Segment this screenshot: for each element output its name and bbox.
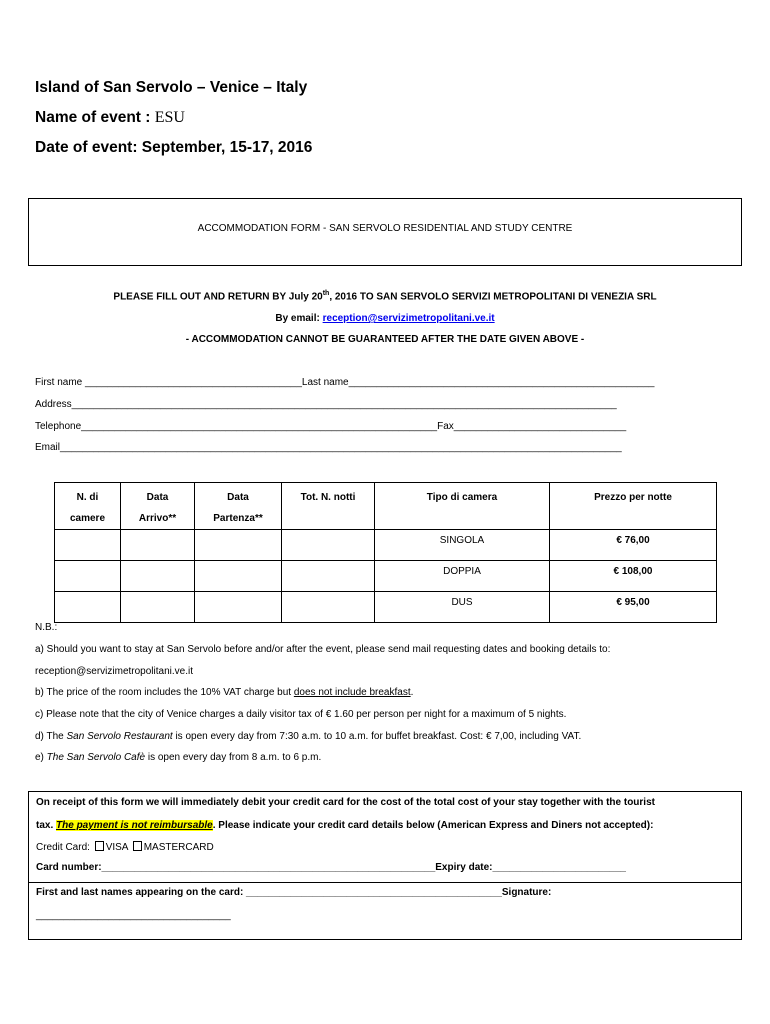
header-rooms: N. di camere bbox=[55, 483, 121, 530]
arrival-input[interactable] bbox=[121, 592, 195, 623]
address-field[interactable]: Address__________________________________________________________________________________________________ bbox=[35, 399, 617, 410]
header-departure: Data Partenza** bbox=[195, 483, 282, 530]
nights-input[interactable] bbox=[282, 592, 375, 623]
header-price: Prezzo per notte bbox=[550, 483, 717, 530]
room-type: SINGOLA bbox=[375, 530, 550, 561]
credit-card-choice bbox=[36, 841, 214, 853]
note-d: d) The San Servolo Restaurant is open every day from 7:30 a.m. to 10 a.m. for buffet breakfast. Cost: € 7,00, including VAT. bbox=[35, 731, 582, 742]
departure-input[interactable] bbox=[195, 561, 282, 592]
event-name-value: ESU bbox=[154, 109, 185, 126]
signature-line[interactable]: ___________________________________ bbox=[36, 910, 231, 921]
arrival-input[interactable] bbox=[121, 530, 195, 561]
guarantee-warning: - ACCOMMODATION CANNOT BE GUARANTEED AFTER THE DATE GIVEN ABOVE - bbox=[185, 334, 585, 345]
room-type: DUS bbox=[375, 592, 550, 623]
visa-label: VISA bbox=[105, 842, 128, 853]
nb-label: N.B.: bbox=[35, 622, 58, 633]
non-refundable-highlight: The payment is not reimbursable bbox=[56, 820, 213, 831]
table-header-row bbox=[55, 483, 717, 530]
visa-checkbox[interactable] bbox=[95, 841, 104, 851]
departure-input[interactable] bbox=[195, 530, 282, 561]
room-price: € 76,00 bbox=[550, 530, 717, 561]
reception-email-link[interactable]: reception@servizimetropolitani.ve.it bbox=[322, 313, 495, 324]
event-name-label: Name of event : bbox=[35, 109, 151, 126]
room-price: € 95,00 bbox=[550, 592, 717, 623]
rooms-input[interactable] bbox=[55, 561, 121, 592]
email-label: By email: bbox=[275, 313, 320, 324]
nights-input[interactable] bbox=[282, 561, 375, 592]
mastercard-label: MASTERCARD bbox=[143, 842, 214, 853]
cardholder-signature-fields[interactable]: First and last names appearing on the card: ______________________________________________Signature: bbox=[36, 887, 552, 898]
phone-fax-fields[interactable]: Telephone________________________________________________________________Fax_______________________________ bbox=[35, 421, 627, 432]
event-date: Date of event: September, 15-17, 2016 bbox=[35, 139, 313, 156]
room-price: € 108,00 bbox=[550, 561, 717, 592]
table-row bbox=[55, 592, 717, 623]
note-b: b) The price of the room includes the 10% VAT charge but does not include breakfast. bbox=[35, 687, 414, 698]
table-row bbox=[55, 561, 717, 592]
payment-notice-line2: tax. The payment is not reimbursable. Please indicate your credit card details below (American Express and Diners not accepted): bbox=[36, 820, 654, 831]
arrival-input[interactable] bbox=[121, 561, 195, 592]
event-name-line bbox=[35, 109, 185, 127]
form-title-box bbox=[28, 198, 742, 266]
rooms-input[interactable] bbox=[55, 530, 121, 561]
header-nights: Tot. N. notti bbox=[282, 483, 375, 530]
card-number-expiry-fields[interactable]: Card number:____________________________________________________________Expiry date:________________________ bbox=[36, 862, 626, 873]
nights-input[interactable] bbox=[282, 530, 375, 561]
rooms-input[interactable] bbox=[55, 592, 121, 623]
departure-input[interactable] bbox=[195, 592, 282, 623]
name-fields[interactable]: First name _______________________________________Last name_______________________________________________________ bbox=[35, 377, 655, 388]
form-title: ACCOMMODATION FORM - SAN SERVOLO RESIDENTIAL AND STUDY CENTRE bbox=[197, 223, 573, 234]
credit-card-label: Credit Card: bbox=[36, 842, 90, 853]
header-room-type: Tipo di camera bbox=[375, 483, 550, 530]
header-arrival: Data Arrivo** bbox=[121, 483, 195, 530]
room-type: DOPPIA bbox=[375, 561, 550, 592]
email-instructions bbox=[0, 313, 770, 324]
table-row bbox=[55, 530, 717, 561]
payment-notice-line1: On receipt of this form we will immediately debit your credit card for the cost of the total cost of your stay together with the tourist bbox=[36, 797, 655, 808]
payment-divider bbox=[28, 882, 742, 883]
event-location: Island of San Servolo – Venice – Italy bbox=[35, 79, 308, 96]
note-c: c) Please note that the city of Venice charges a daily visitor tax of € 1.60 per person per night for a maximum of 5 nights. bbox=[35, 709, 567, 720]
note-e: e) The San Servolo Cafè is open every day from 8 a.m. to 6 p.m. bbox=[35, 752, 322, 763]
email-field[interactable]: Email_____________________________________________________________________________________________________ bbox=[35, 442, 622, 453]
room-table bbox=[54, 482, 717, 623]
mastercard-checkbox[interactable] bbox=[133, 841, 142, 851]
note-a-line2: reception@servizimetropolitani.ve.it bbox=[35, 666, 193, 677]
note-a-line1: a) Should you want to stay at San Servolo before and/or after the event, please send mail requesting dates and booking details to: bbox=[35, 644, 611, 655]
return-instructions: PLEASE FILL OUT AND RETURN BY July 20th, 2016 TO SAN SERVOLO SERVIZI METROPOLITANI DI VENEZIA SRL bbox=[113, 290, 657, 303]
